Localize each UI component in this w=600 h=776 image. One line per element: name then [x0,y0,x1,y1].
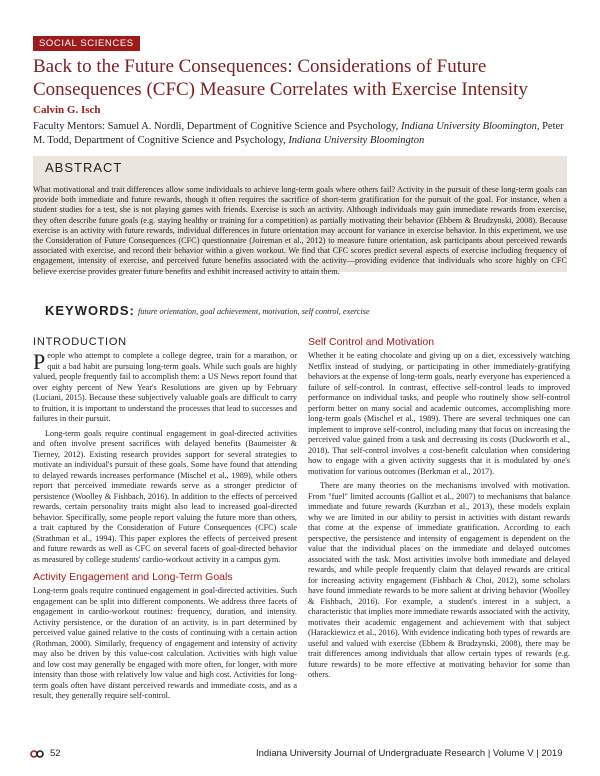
intro-paragraph-1-text: eople who attempt to complete a college degree, train for a marathon, or quit a bad habit are pursuing long-term goals. While such goals are highly valued, people frequently fail to accomplish them: a US News report found that over eighty percent of New Year's Resolutions are given up by February (Luciani, 2015). Because these subjectively valuable goals are difficult to carry to fruition, it is important to understand the processes that lead to successes and failures in their pursuit. [33,351,297,423]
keywords-text: future orientation, goal achievement, motivation, self control, exercise [138,307,370,316]
abstract-text: What motivational and trait differences allow some individuals to achieve long-term goals where others fail? Activity in the pursuit of these long-term goals can provide both immediate and future rewards, though it often requires the sacrifice of short-term gratification for the pursuit of the goal. For instance, when a student studies for a test, she is not playing games with friends. Exercise is such an activity. Although individuals may gain immediate rewards from exercise, they often describe future goals (e.g. staying healthy or training for a competition) as partially motivating their behavior (Ebbem & Brudzynski, 2008). Because exercise is an activity with future rewards, individual differences in future orientation may account for variance in exercise behavior. In this experiment, we use the Consideration of Future Consequences (CFC) questionnaire (Joireman et al., 2012) to measure future orientation, ask participants about perceived rewards associated with exercise, and record their behavior within a given workout. We find that CFC scores predict several aspects of exercise including frequency of engagement, intensity of exercise, and perceived future benefits associated with the activity—providing evidence that individuals who score highly on CFC believe exercise provides greater future benefits and exhibit increased activity to attain them. [33,185,567,276]
drop-cap: P [33,349,46,374]
section-tag: SOCIAL SCIENCES [33,36,140,51]
journal-info: Indiana University Journal of Undergraduate Research | Volume V | 2019 [256,748,563,759]
self-control-paragraph-2: There are many theories on the mechanisms involved with motivation. From "fuel" limited accounts (Galliot et al., 2007) to mechanisms that balance immediate and future rewards (Kurzban et al., 2013), these models explain why we are limited in our ability to persist in activities with distant rewards that come at the expense of immediate gratification. According to each perspective, the persistence and intensity of engagement is dependent on the value that the individual places on the immediate and delayed outcomes associated with the task. Most activities involve both immediate and delayed rewards, and while people frequently claim that delayed rewards are critical for increasing activity engagement (Fishbach & Choi, 2012), some scholars have found immediate rewards to be more salient at driving behavior (Woolley & Fishbach, 2016). For example, a student's interest in a subject, a characteristic that implies more immediate rewards associated with the activity, motivates their academic engagement and achievement with that subject (Harackiewicz et al., 2016). With evidence indicating both types of rewards are useful and valued with exercise (Ebbem & Brudzynski, 2008), there may be trait differences among individuals that allow certain types of rewards (e.g. future rewards) to be more effective at motivating behavior for some than others. [308,481,570,679]
keywords-label: KEYWORDS: [45,303,135,318]
mentors-prefix: Faculty Mentors: Samuel A. Nordli, Department of Cognitive Science and Psychology, [33,121,401,132]
mentors-middle: , Peter M. Todd, Department of Cognitive Science and Psychology, [33,121,564,146]
right-column [308,336,570,685]
article-title: Back to the Future Consequences: Considerations of Future Consequences (CFC) Measure Correlates with Exercise Intensity [33,56,528,100]
left-column [33,336,297,706]
abstract-heading: ABSTRACT [45,160,123,175]
mentor-university-2: Indiana University Bloomington [288,135,425,146]
author-name: Calvin G. Isch [33,104,101,116]
faculty-mentors [33,120,573,148]
introduction-heading: INTRODUCTION [33,336,127,348]
page-number: 52 [50,748,61,759]
journal-logo-icon [30,749,44,759]
mentor-university-1: Indiana University Bloomington [400,121,537,132]
self-control-paragraph-1: Whether it be eating chocolate and giving up on a diet, excessively watching Netflix instead of studying, or participating in other immediately-gratifying behaviors at the expense of long-term goals, nearly everyone has experienced a failure of self-control. In contrast, effective self-control leads to improved performance on individual tasks, and people who routinely show self-control perform better on many social and academic outcomes, accomplishing more long-term goals (Mischel et al., 1989). There are several techniques one can implement to improve self-control, including many that focus on increasing the perceived value gained from a task and decreasing its costs (Duckworth et al., 2018). That self-control involves a cost-benefit calculation when considering how to engage with a given activity suggests that it is modulated by one's motivation for various outcomes (Berkman et al., 2017). [308,351,570,476]
self-control-heading: Self Control and Motivation [308,336,435,348]
activity-heading: Activity Engagement and Long-Term Goals [33,571,233,583]
page-footer [0,743,600,765]
intro-paragraph-2: Long-term goals require continual engagement in goal-directed activities and often involve present sacrifices with delayed benefits (Baumeister & Tierney, 2012). Existing research provides support for several strategies to motivate an individual's pursuit of these goals. Some have found that attending to delayed rewards increases performance (Mischel et al., 1989), while others report that perceived immediate rewards serve as a stronger predictor of persistence (Woolley & Fishbach, 2016). In addition to the effects of perceived rewards, certain personality traits might also lead to increased goal-directed behavior. Specifically, some people report valuing the future more than others, a trait captured by the Consideration of Future Consequences (CFC) scale (Strathman et al., 1994). This paper explores the effects of perceived present and future rewards as well as CFC on several facets of goal-directed behavior as measured by college students' cardio-workout activity in a campus gym. [33,428,297,564]
intro-paragraph-1 [33,351,297,425]
activity-paragraph-1: Long-term goals require continued engagement in goal-directed activities. Such engagement can be split into different components. We address three facets of engagement in cardio-workout routines: frequency, duration, and intensity. Activity persistence, or the duration of an activity, is in part determined by perceived value gained relative to the costs of continuing with a certain action (Rothman, 2000). Similarly, frequency of engagement and intensity of activity may also be driven by this value-cost calculation. Activities with high value and low cost may generally be engaged with more often, for longer, with more intensity than those with relatively low value and high cost. Activities for long-term goals often have distant perceived rewards and immediate costs, and as a result, they generally require self-control. [33,586,297,700]
